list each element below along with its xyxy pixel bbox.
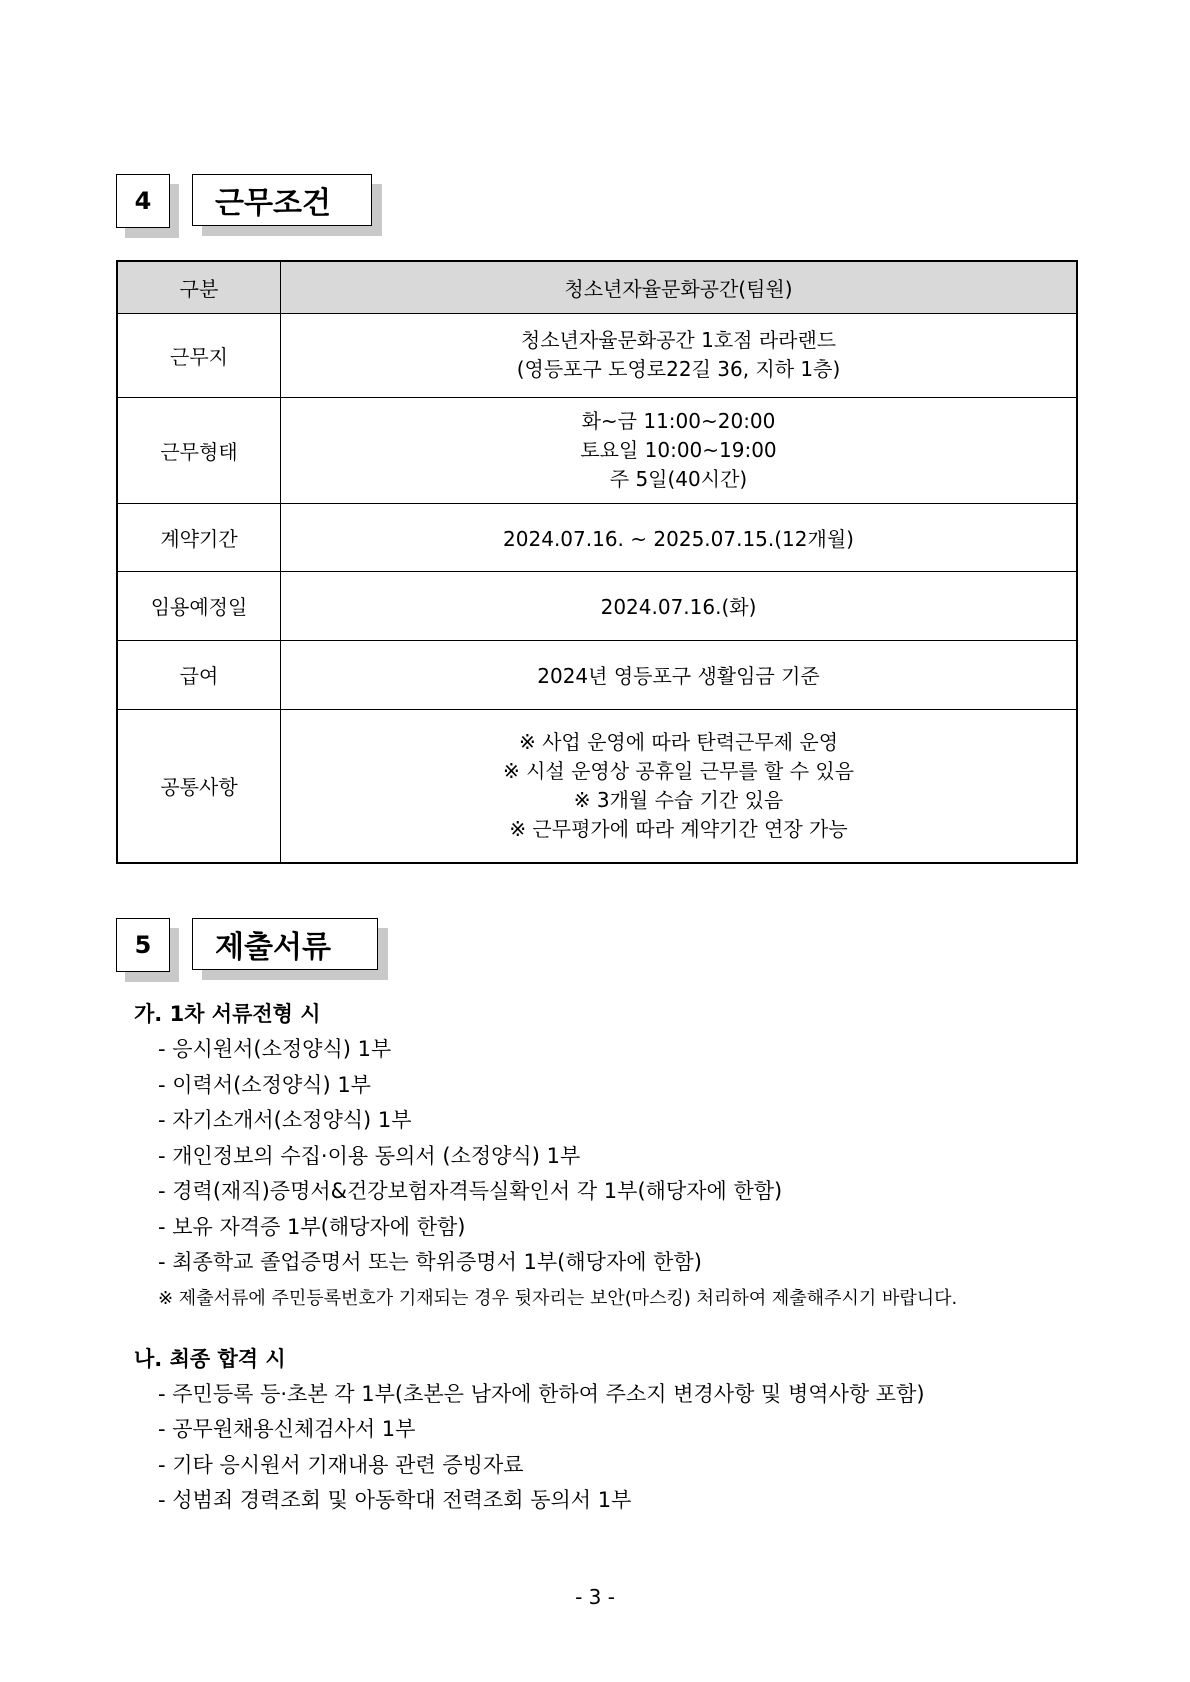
table-row: [117, 503, 1077, 571]
row-value: 2024년 영등포구 생활임금 기준: [281, 640, 1078, 709]
list-item: - 경력(재직)증명서&건강보험자격득실확인서 각 1부(해당자에 한함): [158, 1179, 783, 1203]
value-line: 화~금 11:00~20:00: [581, 408, 776, 433]
value-line: ※ 3개월 수습 기간 있음: [573, 787, 784, 812]
row-value: 2024.07.16. ~ 2025.07.15.(12개월): [281, 503, 1078, 571]
masking-note: ※ 제출서류에 주민등록번호가 기재되는 경우 뒷자리는 보안(마스킹) 처리하여 제출해주시기 바랍니다.: [158, 1287, 958, 1309]
table-header-row: [117, 261, 1077, 313]
value-line: ※ 시설 운영상 공휴일 근무를 할 수 있음: [502, 758, 855, 783]
list-item: - 기타 응시원서 기재내용 관련 증빙자료: [158, 1452, 524, 1477]
subsection-heading: 가. 1차 서류전형 시: [134, 1002, 321, 1026]
value-line: 토요일 10:00~19:00: [580, 437, 777, 462]
value-line: (영등포구 도영로22길 36, 지하 1층): [516, 357, 841, 381]
table-row: [117, 640, 1077, 709]
list-item: - 이력서(소정양식) 1부: [158, 1072, 371, 1097]
list-item: - 최종학교 졸업증명서 또는 학위증명서 1부(해당자에 한함): [158, 1250, 702, 1274]
row-value: [281, 313, 1078, 397]
list-item: - 공무원채용신체검사서 1부: [158, 1417, 416, 1441]
value-line: 주 5일(40시간): [609, 466, 748, 491]
header-category: 구분: [117, 261, 281, 313]
list-item: - 주민등록 등·초본 각 1부(초본은 남자에 한하여 주소지 변경사항 및 병역사항 포함): [158, 1381, 925, 1406]
section-number: 5: [116, 918, 170, 972]
value-line: 청소년자율문화공간 1호점 라라랜드: [520, 328, 837, 352]
row-value: 2024.07.16.(화): [281, 571, 1078, 640]
value-line: ※ 사업 운영에 따라 탄력근무제 운영: [518, 729, 839, 754]
row-value: [281, 709, 1078, 863]
list-item: - 개인정보의 수집·이용 동의서 (소정양식) 1부: [158, 1143, 581, 1168]
section-4-heading: [116, 174, 396, 230]
section-title: 제출서류: [192, 918, 378, 970]
work-conditions-table: [116, 260, 1078, 864]
list-item: - 응시원서(소정양식) 1부: [158, 1037, 392, 1061]
row-label: 급여: [117, 640, 281, 709]
row-label: 임용예정일: [117, 571, 281, 640]
header-position: 청소년자율문화공간(팀원): [281, 261, 1078, 313]
required-documents: [134, 996, 1134, 1519]
value-line: ※ 근무평가에 따라 계약기간 연장 가능: [509, 816, 848, 841]
list-item: - 성범죄 경력조회 및 아동학대 전력조회 동의서 1부: [158, 1488, 632, 1512]
section-title: 근무조건: [192, 174, 372, 226]
list-item: - 자기소개서(소정양식) 1부: [158, 1108, 412, 1132]
table-row: [117, 709, 1077, 863]
row-label: 근무지: [117, 313, 281, 397]
table-row: [117, 571, 1077, 640]
section-5-heading: [116, 918, 406, 974]
section-number: 4: [116, 174, 170, 228]
list-item: - 보유 자격증 1부(해당자에 한함): [158, 1214, 466, 1239]
table-row: [117, 313, 1077, 397]
row-label: 근무형태: [117, 397, 281, 503]
table-row: [117, 397, 1077, 503]
row-label: 계약기간: [117, 503, 281, 571]
row-label: 공통사항: [117, 709, 281, 863]
row-value: [281, 397, 1078, 503]
subsection-heading: 나. 최종 합격 시: [134, 1346, 286, 1371]
page-number: - 3 -: [575, 1585, 615, 1609]
